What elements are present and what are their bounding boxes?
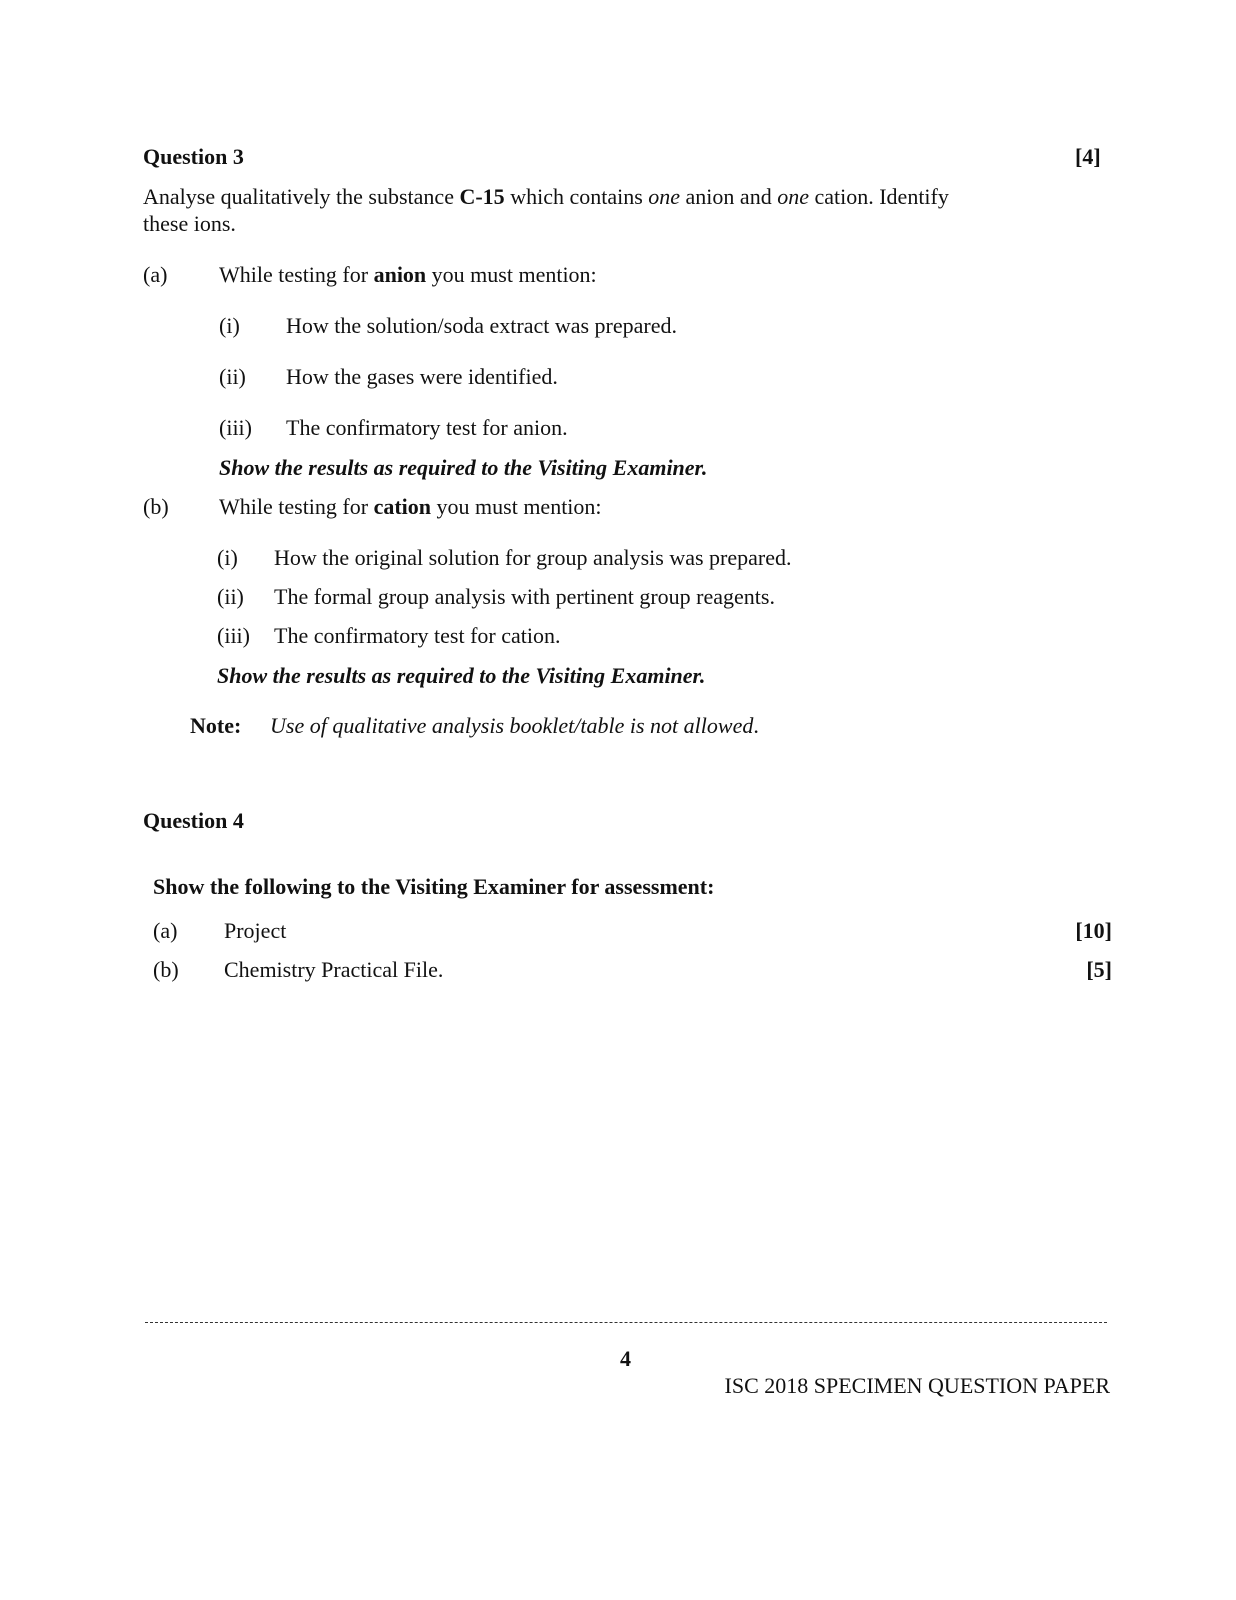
part-b-item-text: The formal group analysis with pertinent group reagents. (274, 584, 775, 609)
page-number: 4 (620, 1346, 631, 1371)
question-3-intro-line-1 (143, 184, 949, 210)
keyword-anion: anion (373, 262, 427, 287)
intro-text: cation. Identify (808, 184, 949, 209)
part-a-item-number: (i) (219, 313, 240, 338)
part-a-label: (a) (143, 262, 168, 287)
part-a-item-text: How the gases were identified. (286, 364, 558, 389)
part-a-item-text: The confirmatory test for anion. (286, 415, 568, 440)
question-3-intro-line-2: these ions. (143, 211, 236, 236)
footer-divider (145, 1322, 1107, 1323)
intro-text: which contains (504, 184, 649, 209)
part-b-item-number: (i) (217, 545, 238, 570)
q4-item-text: Project (224, 918, 287, 943)
part-b-stem (219, 494, 602, 520)
keyword-cation: cation (373, 494, 432, 519)
paper-title: ISC 2018 SPECIMEN QUESTION PAPER (724, 1373, 1110, 1398)
emphasis-one: one (648, 184, 681, 209)
part-b-item-text: The confirmatory test for cation. (274, 623, 561, 648)
part-b-item-number: (ii) (217, 584, 244, 609)
part-b-show-results: Show the results as required to the Visiting Examiner. (217, 663, 706, 688)
substance-code: C-15 (459, 184, 505, 209)
note-text (270, 713, 759, 739)
note-body: Use of qualitative analysis booklet/table is not allowed (270, 713, 754, 738)
question-3-heading: Question 3 (143, 144, 244, 169)
question-4-instruction: Show the following to the Visiting Examiner for assessment: (153, 874, 715, 899)
part-a-stem (219, 262, 597, 288)
q4-item-label: (b) (153, 957, 179, 982)
q4-item-marks: [10] (1075, 918, 1112, 943)
question-3-marks: [4] (1075, 144, 1101, 169)
note-label: Note: (190, 713, 242, 738)
stem-text: While testing for (219, 494, 374, 519)
intro-text: anion and (680, 184, 778, 209)
note-period: . (753, 713, 759, 738)
part-b-item-number: (iii) (217, 623, 250, 648)
part-a-item-text: How the solution/soda extract was prepared. (286, 313, 677, 338)
intro-text: Analyse qualitatively the substance (143, 184, 460, 209)
part-b-label: (b) (143, 494, 169, 519)
stem-text: While testing for (219, 262, 374, 287)
question-4-heading: Question 4 (143, 808, 244, 833)
stem-text: you must mention: (431, 494, 602, 519)
part-a-show-results: Show the results as required to the Visiting Examiner. (219, 455, 708, 480)
part-a-item-number: (iii) (219, 415, 252, 440)
emphasis-one: one (777, 184, 809, 209)
part-b-item-text: How the original solution for group analysis was prepared. (274, 545, 792, 570)
q4-item-label: (a) (153, 918, 178, 943)
q4-item-text: Chemistry Practical File. (224, 957, 444, 982)
stem-text: you must mention: (426, 262, 597, 287)
part-a-item-number: (ii) (219, 364, 246, 389)
q4-item-marks: [5] (1086, 957, 1112, 982)
